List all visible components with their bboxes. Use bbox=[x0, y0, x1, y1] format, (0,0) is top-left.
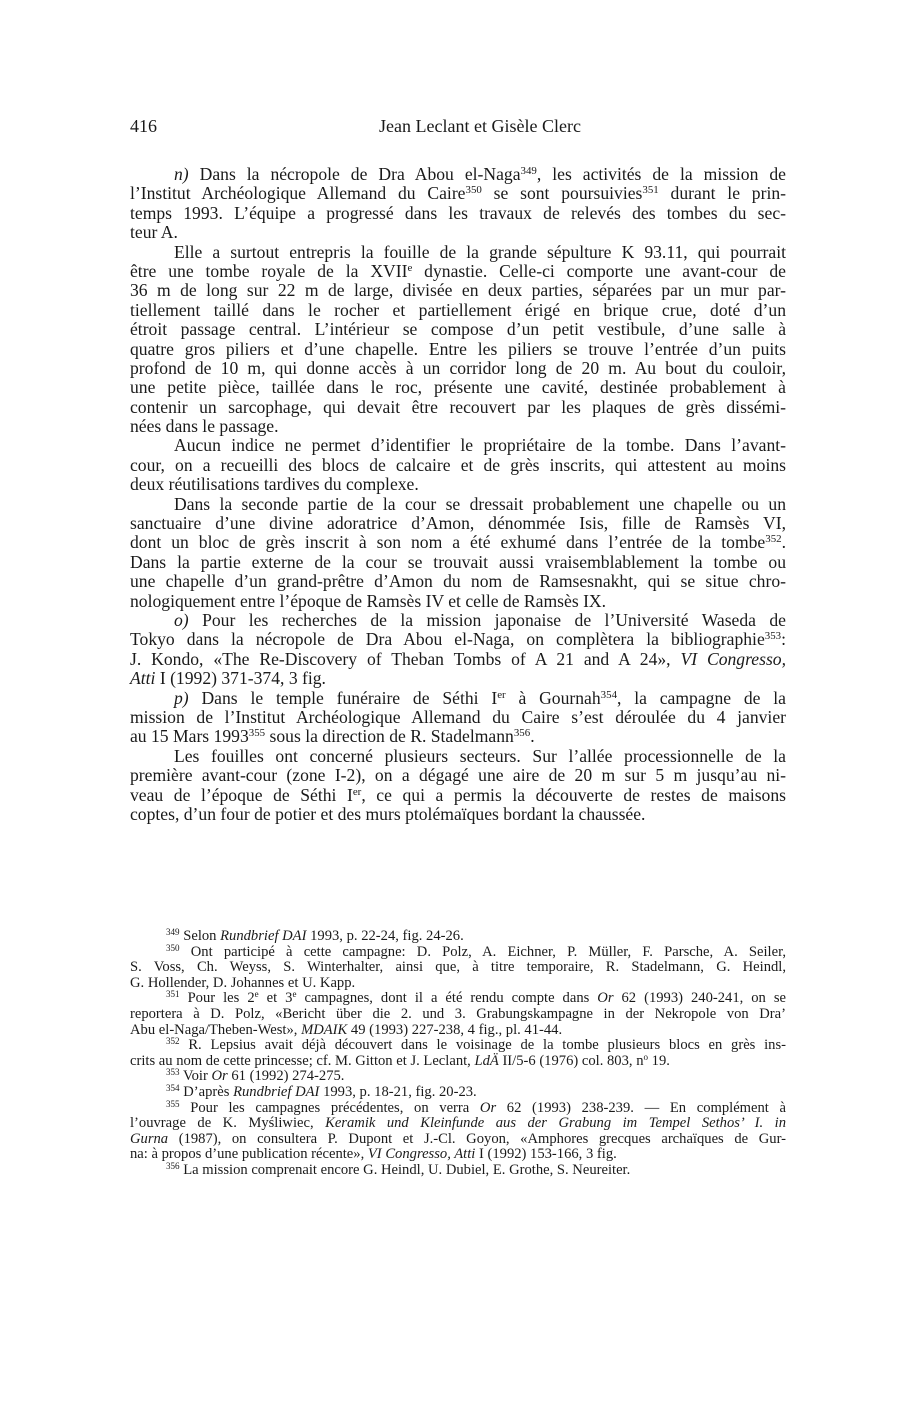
running-head: Jean Leclant et Gisèle Clerc bbox=[379, 116, 581, 136]
body-line: première avant-cour (zone I-2), on a dégagé une aire de 20 m sur 5 m jusqu’au ni- bbox=[130, 765, 786, 786]
footnote-line: $^{352}$ R. Lepsius avait déjà découvert dans le voisinage de la tombe plusieurs blocs en grès ins- bbox=[166, 1036, 786, 1054]
body-line: nologiquement entre l’époque de Ramsès IV et celle de Ramsès IX. bbox=[130, 590, 607, 611]
body-line: quatre gros piliers et d’une chapelle. Entre les piliers se trouve l’entrée d’un puits bbox=[130, 338, 786, 359]
body-line: une chapelle d’un grand-prêtre d’Amon du nom de Ramsesnakht, qui se situe chro- bbox=[130, 571, 786, 592]
body-line: Tokyo dans la nécropole de Dra Abou el-Naga, on complètera la bibliographie$^{353}$: bbox=[130, 629, 786, 650]
footnote-line: crits au nom de cette princesse; cf. M. Gitton et J. Leclant, LdÄ II/5-6 (1976) col. 803, $n^o$ 19. bbox=[130, 1051, 670, 1069]
body-line: o) Pour les recherches de la mission japonaise de l’Université Waseda de bbox=[174, 609, 786, 630]
body-line: Atti I (1992) 371-374, 3 fig. bbox=[130, 668, 326, 689]
footnotes bbox=[130, 929, 786, 1179]
body-line: n) Dans la nécropole de Dra Abou el-Naga$^{349}$, les activités de la mission de bbox=[174, 164, 786, 184]
body-text bbox=[130, 165, 786, 824]
footnote-line: S. Voss, Ch. Weyss, S. Winterhalter, ainsi que, à titre temporaire, R. Stadelmann, G. Heindl, bbox=[130, 959, 786, 976]
footnote-line: $^{350}$ Ont participé à cette campagne: D. Polz, A. Eichner, P. Müller, F. Parsche, A. Seiler, bbox=[166, 942, 786, 960]
body-line: étroit passage central. L’intérieur se compose d’un petit vestibule, d’une salle à bbox=[130, 319, 786, 340]
footnote-line: $^{356}$ La mission comprenait encore G. Heindl, U. Dubiel, E. Grothe, S. Neureiter. bbox=[166, 1160, 631, 1178]
body-line: sanctuaire d’une divine adoratrice d’Amon, dénommée Isis, fille de Ramsès VI, bbox=[130, 513, 786, 534]
body-line: être une tombe royale de la XVIIe dynastie. Celle-ci comporte une avant-cour de bbox=[130, 260, 786, 281]
footnote-line: $^{349}$ Selon Rundbrief DAI 1993, p. 22-24, fig. 24-26. bbox=[166, 927, 464, 944]
body-line: dont un bloc de grès inscrit à son nom a été exhumé dans l’entrée de la tombe$^{352}$. bbox=[130, 532, 786, 553]
body-line: 36 m de long sur 22 m de large, divisée en deux parties, séparées par un mur par- bbox=[130, 280, 786, 301]
body-line: nées dans le passage. bbox=[130, 416, 279, 437]
footnote-line: G. Hollender, D. Johannes et U. Kapp. bbox=[130, 974, 356, 991]
body-line: contenir un sarcophage, qui devait être recouvert par les plaques de grès dissémi- bbox=[130, 396, 786, 417]
body-line: profond de 10 m, qui donne accès à un corridor long de 20 m. Au bout du couloir, bbox=[130, 357, 786, 378]
body-line: Dans la partie externe de la cour se trouvait aussi vraisemblablement la tombe ou bbox=[130, 551, 786, 572]
footnote-line: $^{351}$ Pour les 2e et 3e campagnes, dont il a été rendu compte dans Or 62 (1993) 240-241, on se bbox=[166, 989, 786, 1007]
body-line: Aucun indice ne permet d’identifier le propriétaire de la tombe. Dans l’avant- bbox=[174, 435, 786, 456]
page-header bbox=[130, 116, 790, 144]
body-line: deux réutilisations tardives du complexe. bbox=[130, 474, 419, 495]
body-line: veau de l’époque de Séthi Ier, ce qui a permis la découverte de restes de maisons bbox=[130, 784, 786, 805]
body-line: cour, on a recueilli des blocs de calcaire et de grès inscrits, qui attestent au moins bbox=[130, 454, 786, 475]
footnote-line: $^{355}$ Pour les campagnes précédentes, on verra Or 62 (1993) 238-239. — En complément à bbox=[166, 1098, 786, 1116]
footnote-line: $^{354}$ D’après Rundbrief DAI 1993, p. 18-21, fig. 20-23. bbox=[166, 1082, 477, 1100]
body-line: p) Dans le temple funéraire de Séthi Ier à Gournah$^{354}$, la campagne de la bbox=[174, 687, 786, 708]
footnote-line: reportera à D. Polz, «Bericht über die 2. und 3. Grabungskampagne in der Nekropole von Dra’ bbox=[130, 1005, 786, 1022]
body-line: Elle a surtout entrepris la fouille de la grande sépulture K 93.11, qui pourrait bbox=[174, 241, 786, 262]
body-line: l’Institut Archéologique Allemand du Caire$^{350}$ se sont poursuivies$^{351}$ durant le prin- bbox=[130, 183, 787, 204]
body-line: Dans la seconde partie de la cour se dressait probablement une chapelle ou un bbox=[174, 493, 786, 514]
body-line: teur A. bbox=[130, 222, 178, 243]
footnote-line: na: à propos d’une publication récente», VI Congresso, Atti I (1992) 153-166, 3 fig. bbox=[130, 1146, 617, 1163]
body-line: une petite pièce, taillée dans le roc, présente une cavité, destinée probablement à bbox=[130, 377, 786, 398]
body-line: temps 1993. L’équipe a progressé dans les travaux de relevés des tombes du sec- bbox=[130, 202, 786, 223]
footnote-line: l’ouvrage de K. Myśliwiec, Keramik und Kleinfunde aus der Grabung im Tempel Sethos’ I. in bbox=[130, 1115, 786, 1132]
footnote-line: Gurna (1987), on consultera P. Dupont et J.-Cl. Goyon, «Amphores grecques archaïques de Gur- bbox=[130, 1130, 786, 1147]
footnote-line: Abu el-Naga/Theben-West», MDAIK 49 (1993) 227-238, 4 fig., pl. 41-44. bbox=[130, 1021, 563, 1038]
footnote-line: $^{353}$ Voir Or 61 (1992) 274-275. bbox=[166, 1067, 345, 1085]
body-line: J. Kondo, «The Re-Discovery of Theban Tombs of A 21 and A 24», VI Congresso, bbox=[130, 648, 786, 669]
body-line: Les fouilles ont concerné plusieurs secteurs. Sur l’allée processionnelle de la bbox=[174, 745, 786, 766]
body-line: mission de l’Institut Archéologique Allemand du Caire s’est déroulée du 4 janvier bbox=[130, 706, 786, 727]
page-number: 416 bbox=[130, 116, 157, 136]
body-line: au 15 Mars 1993$^{355}$ sous la direction de R. Stadelmann$^{356}$. bbox=[130, 726, 535, 747]
body-line: tiellement taillé dans le rocher et partiellement érigé en brique crue, doté d’un bbox=[130, 299, 786, 320]
body-line: coptes, d’un four de potier et des murs ptolémaïques bordant la chaussée. bbox=[130, 803, 646, 824]
